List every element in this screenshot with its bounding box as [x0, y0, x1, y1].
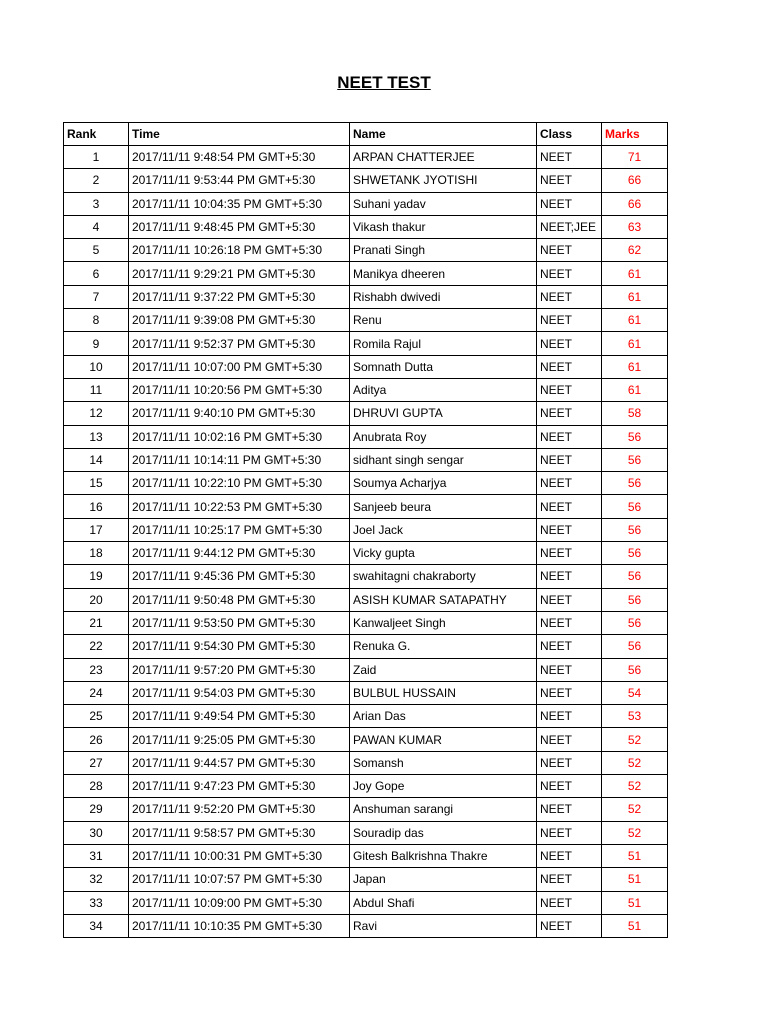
cell-marks: 56	[602, 472, 668, 495]
cell-marks: 56	[602, 565, 668, 588]
table-row	[64, 821, 668, 844]
cell-time: 2017/11/11 9:29:21 PM GMT+5:30	[129, 262, 350, 285]
cell-class: NEET	[537, 425, 602, 448]
cell-rank: 12	[64, 402, 129, 425]
cell-class: NEET	[537, 495, 602, 518]
cell-class: NEET	[537, 821, 602, 844]
cell-name: SHWETANK JYOTISHI	[350, 169, 537, 192]
cell-marks: 51	[602, 868, 668, 891]
cell-marks: 66	[602, 192, 668, 215]
cell-marks: 52	[602, 728, 668, 751]
cell-rank: 32	[64, 868, 129, 891]
cell-time: 2017/11/11 9:40:10 PM GMT+5:30	[129, 402, 350, 425]
cell-marks: 58	[602, 402, 668, 425]
cell-time: 2017/11/11 9:54:03 PM GMT+5:30	[129, 681, 350, 704]
cell-name: Ravi	[350, 914, 537, 937]
table-row	[64, 239, 668, 262]
cell-rank: 15	[64, 472, 129, 495]
cell-time: 2017/11/11 10:02:16 PM GMT+5:30	[129, 425, 350, 448]
cell-time: 2017/11/11 10:09:00 PM GMT+5:30	[129, 891, 350, 914]
cell-class: NEET	[537, 402, 602, 425]
cell-rank: 34	[64, 914, 129, 937]
table-row	[64, 705, 668, 728]
cell-marks: 56	[602, 495, 668, 518]
cell-name: sidhant singh sengar	[350, 448, 537, 471]
cell-marks: 56	[602, 542, 668, 565]
cell-class: NEET	[537, 542, 602, 565]
cell-time: 2017/11/11 9:37:22 PM GMT+5:30	[129, 285, 350, 308]
cell-time: 2017/11/11 10:14:11 PM GMT+5:30	[129, 448, 350, 471]
cell-marks: 61	[602, 285, 668, 308]
header-class: Class	[537, 123, 602, 146]
cell-name: Anubrata Roy	[350, 425, 537, 448]
cell-class: NEET	[537, 169, 602, 192]
cell-class: NEET	[537, 658, 602, 681]
cell-time: 2017/11/11 9:44:12 PM GMT+5:30	[129, 542, 350, 565]
table-row	[64, 448, 668, 471]
cell-name: Somnath Dutta	[350, 355, 537, 378]
cell-time: 2017/11/11 9:53:44 PM GMT+5:30	[129, 169, 350, 192]
table-row	[64, 798, 668, 821]
cell-rank: 9	[64, 332, 129, 355]
cell-time: 2017/11/11 9:53:50 PM GMT+5:30	[129, 611, 350, 634]
cell-marks: 56	[602, 518, 668, 541]
cell-class: NEET	[537, 588, 602, 611]
cell-marks: 61	[602, 309, 668, 332]
cell-class: NEET	[537, 448, 602, 471]
cell-rank: 4	[64, 215, 129, 238]
cell-marks: 61	[602, 378, 668, 401]
cell-marks: 52	[602, 775, 668, 798]
table-row	[64, 775, 668, 798]
table-row	[64, 891, 668, 914]
header-name: Name	[350, 123, 537, 146]
cell-rank: 30	[64, 821, 129, 844]
table-row	[64, 309, 668, 332]
table-row	[64, 472, 668, 495]
cell-time: 2017/11/11 9:52:37 PM GMT+5:30	[129, 332, 350, 355]
table-row	[64, 285, 668, 308]
cell-class: NEET	[537, 309, 602, 332]
cell-name: Rishabh dwivedi	[350, 285, 537, 308]
cell-rank: 31	[64, 844, 129, 867]
cell-class: NEET	[537, 775, 602, 798]
cell-class: NEET	[537, 285, 602, 308]
cell-rank: 10	[64, 355, 129, 378]
cell-rank: 26	[64, 728, 129, 751]
cell-name: Renuka G.	[350, 635, 537, 658]
cell-rank: 23	[64, 658, 129, 681]
cell-name: Arian Das	[350, 705, 537, 728]
cell-name: ARPAN CHATTERJEE	[350, 146, 537, 169]
cell-name: Sanjeeb beura	[350, 495, 537, 518]
cell-marks: 51	[602, 844, 668, 867]
cell-marks: 56	[602, 448, 668, 471]
cell-rank: 27	[64, 751, 129, 774]
cell-name: Anshuman sarangi	[350, 798, 537, 821]
cell-rank: 14	[64, 448, 129, 471]
cell-time: 2017/11/11 9:44:57 PM GMT+5:30	[129, 751, 350, 774]
table-row	[64, 378, 668, 401]
cell-name: Japan	[350, 868, 537, 891]
cell-time: 2017/11/11 9:57:20 PM GMT+5:30	[129, 658, 350, 681]
cell-time: 2017/11/11 9:48:45 PM GMT+5:30	[129, 215, 350, 238]
cell-time: 2017/11/11 9:25:05 PM GMT+5:30	[129, 728, 350, 751]
cell-marks: 56	[602, 611, 668, 634]
table-row	[64, 495, 668, 518]
cell-time: 2017/11/11 9:45:36 PM GMT+5:30	[129, 565, 350, 588]
header-marks: Marks	[602, 123, 668, 146]
cell-rank: 2	[64, 169, 129, 192]
table-row	[64, 332, 668, 355]
table-row	[64, 914, 668, 937]
cell-time: 2017/11/11 10:25:17 PM GMT+5:30	[129, 518, 350, 541]
cell-marks: 56	[602, 658, 668, 681]
table-body	[64, 146, 668, 938]
cell-rank: 17	[64, 518, 129, 541]
cell-rank: 3	[64, 192, 129, 215]
cell-marks: 61	[602, 332, 668, 355]
cell-marks: 56	[602, 425, 668, 448]
cell-class: NEET	[537, 518, 602, 541]
cell-name: PAWAN KUMAR	[350, 728, 537, 751]
cell-time: 2017/11/11 10:26:18 PM GMT+5:30	[129, 239, 350, 262]
cell-class: NEET	[537, 891, 602, 914]
table-row	[64, 658, 668, 681]
cell-marks: 71	[602, 146, 668, 169]
cell-rank: 5	[64, 239, 129, 262]
cell-name: BULBUL HUSSAIN	[350, 681, 537, 704]
table-row	[64, 169, 668, 192]
cell-name: Joel Jack	[350, 518, 537, 541]
cell-name: Souradip das	[350, 821, 537, 844]
cell-rank: 25	[64, 705, 129, 728]
table-row	[64, 355, 668, 378]
table-row	[64, 728, 668, 751]
cell-time: 2017/11/11 9:47:23 PM GMT+5:30	[129, 775, 350, 798]
table-row	[64, 518, 668, 541]
cell-name: Pranati Singh	[350, 239, 537, 262]
cell-class: NEET	[537, 681, 602, 704]
cell-class: NEET	[537, 262, 602, 285]
table-row	[64, 844, 668, 867]
cell-rank: 33	[64, 891, 129, 914]
cell-class: NEET	[537, 868, 602, 891]
cell-time: 2017/11/11 9:54:30 PM GMT+5:30	[129, 635, 350, 658]
table-row	[64, 192, 668, 215]
cell-time: 2017/11/11 9:48:54 PM GMT+5:30	[129, 146, 350, 169]
cell-time: 2017/11/11 9:39:08 PM GMT+5:30	[129, 309, 350, 332]
cell-class: NEET	[537, 844, 602, 867]
cell-name: ASISH KUMAR SATAPATHY	[350, 588, 537, 611]
cell-rank: 20	[64, 588, 129, 611]
cell-class: NEET	[537, 565, 602, 588]
cell-marks: 51	[602, 914, 668, 937]
cell-name: Suhani yadav	[350, 192, 537, 215]
cell-rank: 19	[64, 565, 129, 588]
cell-time: 2017/11/11 10:22:10 PM GMT+5:30	[129, 472, 350, 495]
table-row	[64, 611, 668, 634]
cell-marks: 62	[602, 239, 668, 262]
cell-class: NEET	[537, 239, 602, 262]
cell-name: Vicky gupta	[350, 542, 537, 565]
table-row	[64, 402, 668, 425]
cell-name: Somansh	[350, 751, 537, 774]
cell-time: 2017/11/11 10:04:35 PM GMT+5:30	[129, 192, 350, 215]
cell-name: swahitagni chakraborty	[350, 565, 537, 588]
cell-marks: 51	[602, 891, 668, 914]
cell-time: 2017/11/11 9:58:57 PM GMT+5:30	[129, 821, 350, 844]
cell-rank: 1	[64, 146, 129, 169]
cell-class: NEET	[537, 728, 602, 751]
cell-name: Vikash thakur	[350, 215, 537, 238]
cell-marks: 61	[602, 355, 668, 378]
cell-marks: 53	[602, 705, 668, 728]
cell-time: 2017/11/11 9:50:48 PM GMT+5:30	[129, 588, 350, 611]
cell-time: 2017/11/11 10:07:57 PM GMT+5:30	[129, 868, 350, 891]
cell-class: NEET	[537, 355, 602, 378]
cell-name: Gitesh Balkrishna Thakre	[350, 844, 537, 867]
cell-rank: 28	[64, 775, 129, 798]
table-row	[64, 681, 668, 704]
table-row	[64, 262, 668, 285]
cell-rank: 16	[64, 495, 129, 518]
cell-class: NEET	[537, 798, 602, 821]
cell-class: NEET	[537, 378, 602, 401]
table-row	[64, 425, 668, 448]
cell-name: Renu	[350, 309, 537, 332]
cell-rank: 7	[64, 285, 129, 308]
cell-class: NEET	[537, 914, 602, 937]
cell-class: NEET	[537, 146, 602, 169]
cell-name: Romila Rajul	[350, 332, 537, 355]
cell-time: 2017/11/11 10:07:00 PM GMT+5:30	[129, 355, 350, 378]
table-row	[64, 868, 668, 891]
table-row	[64, 215, 668, 238]
cell-time: 2017/11/11 9:52:20 PM GMT+5:30	[129, 798, 350, 821]
table-row	[64, 635, 668, 658]
cell-marks: 66	[602, 169, 668, 192]
cell-name: Aditya	[350, 378, 537, 401]
cell-rank: 6	[64, 262, 129, 285]
cell-rank: 29	[64, 798, 129, 821]
cell-class: NEET	[537, 192, 602, 215]
cell-rank: 22	[64, 635, 129, 658]
cell-name: Kanwaljeet Singh	[350, 611, 537, 634]
results-table	[63, 122, 668, 938]
cell-name: Abdul Shafi	[350, 891, 537, 914]
cell-class: NEET	[537, 472, 602, 495]
cell-class: NEET;JEE	[537, 215, 602, 238]
cell-class: NEET	[537, 635, 602, 658]
cell-class: NEET	[537, 332, 602, 355]
cell-marks: 63	[602, 215, 668, 238]
cell-name: DHRUVI GUPTA	[350, 402, 537, 425]
cell-name: Joy Gope	[350, 775, 537, 798]
cell-rank: 11	[64, 378, 129, 401]
cell-class: NEET	[537, 751, 602, 774]
cell-name: Manikya dheeren	[350, 262, 537, 285]
cell-marks: 56	[602, 635, 668, 658]
cell-class: NEET	[537, 705, 602, 728]
table-row	[64, 542, 668, 565]
cell-rank: 24	[64, 681, 129, 704]
cell-rank: 8	[64, 309, 129, 332]
header-rank: Rank	[64, 123, 129, 146]
cell-rank: 13	[64, 425, 129, 448]
cell-time: 2017/11/11 10:22:53 PM GMT+5:30	[129, 495, 350, 518]
cell-rank: 21	[64, 611, 129, 634]
cell-name: Soumya Acharjya	[350, 472, 537, 495]
cell-time: 2017/11/11 10:20:56 PM GMT+5:30	[129, 378, 350, 401]
cell-class: NEET	[537, 611, 602, 634]
cell-name: Zaid	[350, 658, 537, 681]
header-time: Time	[129, 123, 350, 146]
cell-time: 2017/11/11 10:00:31 PM GMT+5:30	[129, 844, 350, 867]
header-row	[64, 123, 668, 146]
cell-marks: 52	[602, 751, 668, 774]
page-title: NEET TEST	[337, 73, 431, 92]
cell-marks: 52	[602, 798, 668, 821]
table-row	[64, 588, 668, 611]
cell-time: 2017/11/11 10:10:35 PM GMT+5:30	[129, 914, 350, 937]
table-row	[64, 146, 668, 169]
table-row	[64, 751, 668, 774]
cell-marks: 56	[602, 588, 668, 611]
cell-marks: 52	[602, 821, 668, 844]
cell-time: 2017/11/11 9:49:54 PM GMT+5:30	[129, 705, 350, 728]
cell-marks: 54	[602, 681, 668, 704]
cell-rank: 18	[64, 542, 129, 565]
cell-marks: 61	[602, 262, 668, 285]
table-row	[64, 565, 668, 588]
